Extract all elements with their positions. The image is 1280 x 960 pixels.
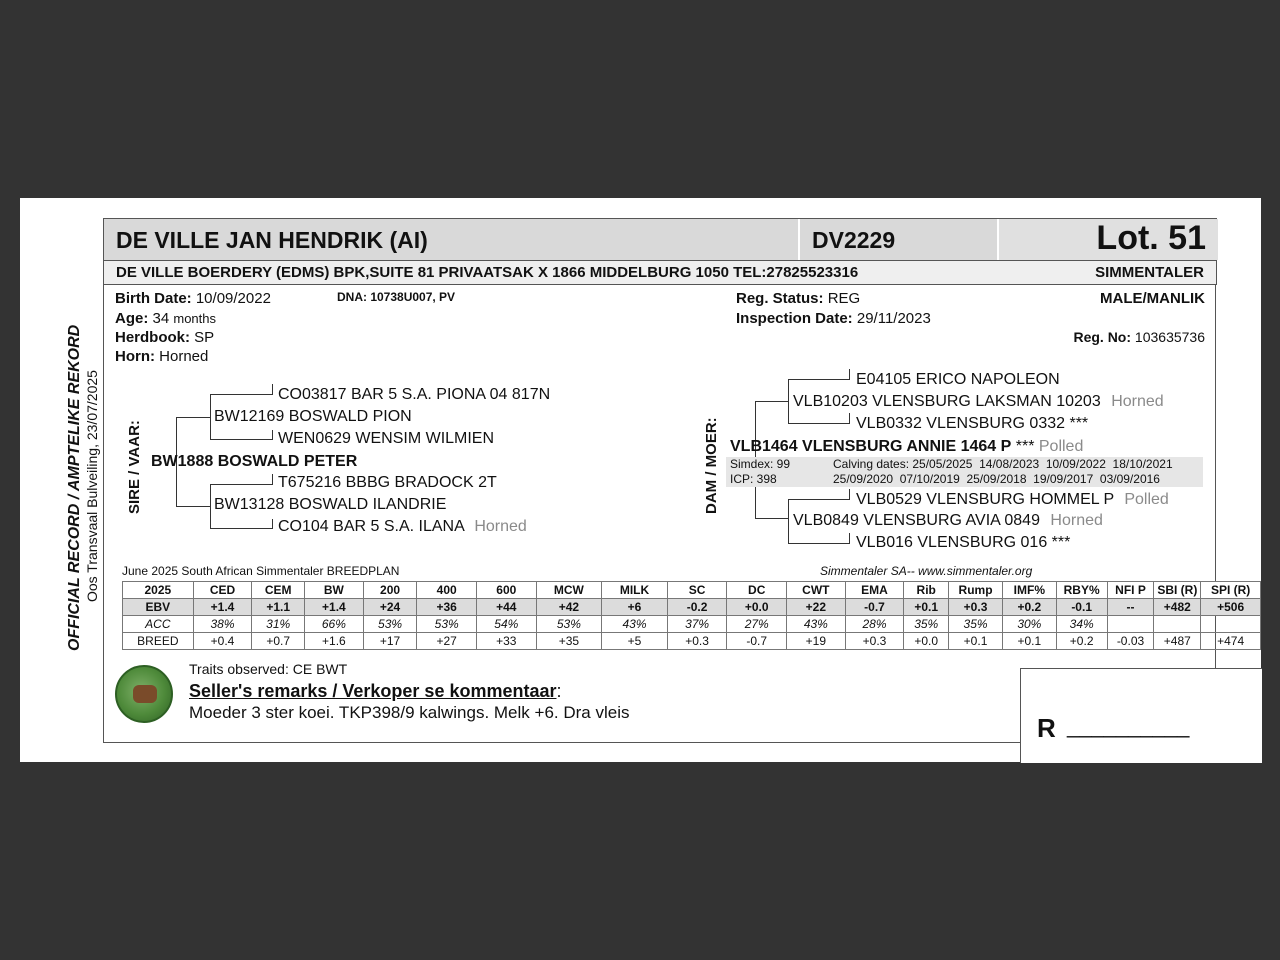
dam-name-horn: Polled <box>1038 438 1084 455</box>
ebv-cell: +0.4 <box>193 633 252 650</box>
animal-name: DE VILLE JAN HENDRIK (AI) <box>116 227 428 253</box>
ebv-cell: +1.4 <box>305 599 364 616</box>
dam-dam-sire-horn: Polled <box>1124 491 1169 508</box>
ebv-cell: +33 <box>476 633 536 650</box>
ebv-cell: -0.03 <box>1107 633 1154 650</box>
dam-sire-bottom <box>788 423 850 424</box>
dam-dam-tick-top <box>849 489 850 499</box>
dam-dam-horn: Horned <box>1050 512 1103 529</box>
ebv-cell: RBY% <box>1056 582 1107 599</box>
simmentaler-logo <box>115 665 173 723</box>
dam-sire-horn: Horned <box>1111 393 1164 410</box>
dam-name-row <box>730 438 1083 456</box>
herdbook-label: Herdbook: <box>115 329 190 346</box>
reg-no: 103635736 <box>1134 329 1205 345</box>
birth-date: 10/09/2022 <box>195 290 271 307</box>
ebv-cell <box>1154 616 1201 633</box>
sire-dam-dam-horn: Horned <box>474 518 527 535</box>
remarks-title: Seller's remarks / Verkoper se kommentaar <box>189 681 557 701</box>
ebv-cell: 53% <box>417 616 477 633</box>
official-record-label: OFFICIAL RECORD / AMPTELIKE REKORD <box>66 324 83 651</box>
ebv-cell: 27% <box>727 616 787 633</box>
sire-dam-sire: T675216 BBBG BRADOCK 2T <box>278 474 497 491</box>
ebv-cell: 53% <box>363 616 417 633</box>
ebv-cell: IMF% <box>1002 582 1056 599</box>
reg-no-row <box>1073 329 1205 345</box>
sire-sire-bracket <box>210 394 211 440</box>
herdbook-value: SP <box>194 329 215 346</box>
dam-calving-dates: Calving dates: 25/05/2025 14/08/2023 10/09/2022 18/10/2021 <box>833 457 1173 471</box>
ebv-cell: +0.2 <box>1056 633 1107 650</box>
ebv-cell: +44 <box>476 599 536 616</box>
ebv-cell: +0.3 <box>949 599 1003 616</box>
dam-line-top <box>755 401 788 402</box>
ebv-cell: 35% <box>904 616 949 633</box>
dam-simdex: Simdex: 99 <box>730 457 791 471</box>
ebv-cell: +1.6 <box>305 633 364 650</box>
ebv-cell: 34% <box>1056 616 1107 633</box>
horn-label: Horn: <box>115 348 155 365</box>
ebv-cell: +474 <box>1201 633 1261 650</box>
ebv-cell: 43% <box>602 616 668 633</box>
ebv-cell: 66% <box>305 616 364 633</box>
ebv-cell: 28% <box>845 616 904 633</box>
ebv-cell: +506 <box>1201 599 1261 616</box>
dam-name-stars: *** <box>1015 438 1035 455</box>
ebv-cell: +5 <box>602 633 668 650</box>
dna-info: DNA: 10738U007, PV <box>337 290 456 304</box>
ebv-cell: 600 <box>476 582 536 599</box>
remarks-heading-row <box>189 681 562 702</box>
sire-sire-top <box>210 394 273 395</box>
ebv-cell: EMA <box>845 582 904 599</box>
ebv-cell: +0.0 <box>904 633 949 650</box>
sire-sire: BW12169 BOSWALD PION <box>214 408 412 425</box>
sire-section-label: SIRE / VAAR: <box>126 420 143 514</box>
ebv-cell: +0.3 <box>845 633 904 650</box>
ebv-cell: -0.2 <box>667 599 727 616</box>
ebv-cell: +27 <box>417 633 477 650</box>
reg-no-label: Reg. No: <box>1073 329 1132 345</box>
ebv-cell: +6 <box>602 599 668 616</box>
dam-dam-top <box>788 499 850 500</box>
breedplan-source: Simmentaler SA-- www.simmentaler.org <box>820 564 1033 578</box>
sire-sire-bottom <box>210 439 273 440</box>
dam-sire-bracket <box>788 379 789 423</box>
owner-bar <box>103 261 1217 285</box>
age-value: 34 <box>152 310 170 327</box>
ebv-cell: +1.4 <box>193 599 252 616</box>
ebv-cell: +0.0 <box>727 599 787 616</box>
ebv-cell: 400 <box>417 582 477 599</box>
ebv-cell: 43% <box>787 616 846 633</box>
ebv-data-row <box>123 633 1261 650</box>
reg-status-label: Reg. Status: <box>736 290 824 307</box>
ebv-cell: CWT <box>787 582 846 599</box>
lot-number: Lot. 51 <box>1096 219 1206 257</box>
owner-info: DE VILLE BOERDERY (EDMS) BPK,SUITE 81 PRIVAATSAK X 1866 MIDDELBURG 1050 TEL:27825523316 <box>116 264 859 281</box>
ebv-cell: +1.1 <box>252 599 305 616</box>
dam-dam-row <box>793 512 1103 530</box>
ebv-cell: +0.1 <box>1002 633 1056 650</box>
dam-sire-row <box>793 393 1164 411</box>
ebv-cell: CED <box>193 582 252 599</box>
dam-dam-sire-row <box>856 491 1169 509</box>
ebv-cell <box>1107 616 1154 633</box>
sire-dam-dam-row <box>278 518 527 536</box>
ebv-cell: +35 <box>536 633 602 650</box>
ebv-header-row <box>123 582 1261 599</box>
traits-observed: Traits observed: CE BWT <box>189 661 348 677</box>
horn-row <box>115 348 208 365</box>
ebv-cell: +0.3 <box>667 633 727 650</box>
ebv-cell: 35% <box>949 616 1003 633</box>
ebv-cell: +42 <box>536 599 602 616</box>
dam-dam: VLB0849 VLENSBURG AVIA 0849 <box>793 512 1040 529</box>
ebv-data-row <box>123 599 1261 616</box>
dam-sire-dam: VLB0332 VLENSBURG 0332 *** <box>856 415 1089 432</box>
ebv-cell: +0.1 <box>949 633 1003 650</box>
price-blank[interactable]: __________ <box>1067 713 1190 738</box>
age-label: Age: <box>115 310 149 327</box>
dam-sire-top <box>788 379 850 380</box>
ebv-cell: NFI P <box>1107 582 1154 599</box>
reg-status-row <box>736 290 860 307</box>
ebv-cell: 54% <box>476 616 536 633</box>
ebv-data-row <box>123 616 1261 633</box>
ebv-cell: -- <box>1107 599 1154 616</box>
ebv-cell: -0.7 <box>727 633 787 650</box>
inspection-date: 29/11/2023 <box>856 310 931 327</box>
ebv-cell: MILK <box>602 582 668 599</box>
dam-icp: ICP: 398 <box>730 472 777 486</box>
sex-label: MALE/MANLIK <box>1100 290 1205 307</box>
ebv-cell: Rib <box>904 582 949 599</box>
price-box <box>1020 668 1262 763</box>
ebv-cell: 31% <box>252 616 305 633</box>
ebv-cell: CEM <box>252 582 305 599</box>
age-unit: months <box>173 311 217 326</box>
ebv-cell: 53% <box>536 616 602 633</box>
ebv-cell: SBI (R) <box>1154 582 1201 599</box>
inspection-label: Inspection Date: <box>736 310 853 327</box>
sire-dam-bracket <box>210 484 211 529</box>
reg-status: REG <box>827 290 861 307</box>
ebv-cell: +0.2 <box>1002 599 1056 616</box>
ebv-cell: -0.1 <box>1056 599 1107 616</box>
ebv-cell: SC <box>667 582 727 599</box>
dam-sire: VLB10203 VLENSBURG LAKSMAN 10203 <box>793 393 1101 410</box>
sire-line-bottom <box>176 506 210 507</box>
sire-line-top <box>176 417 210 418</box>
remarks-colon: : <box>556 681 562 701</box>
ebv-cell: -0.7 <box>845 599 904 616</box>
ebv-cell: +19 <box>787 633 846 650</box>
ebv-cell: +0.1 <box>904 599 949 616</box>
code-cell <box>798 219 1000 260</box>
ebv-cell: EBV <box>123 599 194 616</box>
ebv-cell: +487 <box>1154 633 1201 650</box>
dam-sire-tick-top <box>849 369 850 379</box>
sire-name: BW1888 BOSWALD PETER <box>151 453 358 470</box>
remarks-text: Moeder 3 ster koei. TKP398/9 kalwings. Melk +6. Dra vleis <box>189 703 630 722</box>
sire-sire-dam: WEN0629 WENSIM WILMIEN <box>278 430 495 447</box>
ebv-cell: MCW <box>536 582 602 599</box>
birth-date-row <box>115 290 271 307</box>
ebv-cell: 30% <box>1002 616 1056 633</box>
dam-name: VLB1464 VLENSBURG ANNIE 1464 P <box>730 438 1012 455</box>
sire-dam-tick-bottom <box>272 519 273 529</box>
dam-dam-tick-bottom <box>849 533 850 543</box>
sire-dam-top <box>210 484 273 485</box>
dam-calving-dates-2: 25/09/2020 07/10/2019 25/09/2018 19/09/2017 03/09/2016 <box>833 472 1160 486</box>
herdbook-row <box>115 329 214 346</box>
breed-name: SIMMENTALER <box>1095 264 1204 281</box>
dam-section-label: DAM / MOER: <box>703 417 720 514</box>
dam-dam-dam: VLB016 VLENSBURG 016 *** <box>856 534 1071 551</box>
animal-code: DV2229 <box>812 227 896 253</box>
price-label: R <box>1037 713 1056 743</box>
sire-dam-tick-top <box>272 474 273 484</box>
dam-dam-bottom <box>788 543 850 544</box>
sire-sire-sire: CO03817 BAR 5 S.A. PIONA 04 817N <box>278 386 551 403</box>
lot-card <box>20 198 1261 762</box>
ebv-cell: 2025 <box>123 582 194 599</box>
ebv-table <box>122 581 1261 650</box>
ebv-cell: ACC <box>123 616 194 633</box>
lot-cell <box>997 219 1218 260</box>
ebv-cell: BREED <box>123 633 194 650</box>
breedplan-title: June 2025 South African Simmentaler BREEDPLAN <box>122 564 400 578</box>
ebv-cell: BW <box>305 582 364 599</box>
sire-sire-tick-top <box>272 384 273 394</box>
dam-sire-tick-bottom <box>849 413 850 423</box>
ebv-cell: +17 <box>363 633 417 650</box>
ebv-cell <box>1201 616 1261 633</box>
sire-dam-bottom <box>210 528 273 529</box>
ebv-cell: Rump <box>949 582 1003 599</box>
ebv-cell: 37% <box>667 616 727 633</box>
dam-dam-bracket <box>788 499 789 543</box>
sire-dam: BW13128 BOSWALD ILANDRIE <box>214 496 447 513</box>
sire-dam-dam: CO104 BAR 5 S.A. ILANA <box>278 518 464 535</box>
ebv-cell: SPI (R) <box>1201 582 1261 599</box>
dam-sire-sire: E04105 ERICO NAPOLEON <box>856 371 1060 388</box>
ebv-cell: +22 <box>787 599 846 616</box>
ebv-cell: +0.7 <box>252 633 305 650</box>
ebv-cell: +482 <box>1154 599 1201 616</box>
dam-line-bottom <box>755 518 788 519</box>
ebv-cell: 200 <box>363 582 417 599</box>
sire-sire-tick-bottom <box>272 430 273 440</box>
inspection-row <box>736 310 931 327</box>
birth-date-label: Birth Date: <box>115 290 192 307</box>
dam-dam-sire: VLB0529 VLENSBURG HOMMEL P <box>856 491 1114 508</box>
ebv-cell: +24 <box>363 599 417 616</box>
ebv-cell: 38% <box>193 616 252 633</box>
horn-value: Horned <box>159 348 209 365</box>
sale-label: Oos Transvaal Bulveiling, 23/07/2025 <box>84 370 100 602</box>
ebv-cell: DC <box>727 582 787 599</box>
title-bar <box>103 218 1217 261</box>
age-row <box>115 310 216 327</box>
ebv-cell: +36 <box>417 599 477 616</box>
